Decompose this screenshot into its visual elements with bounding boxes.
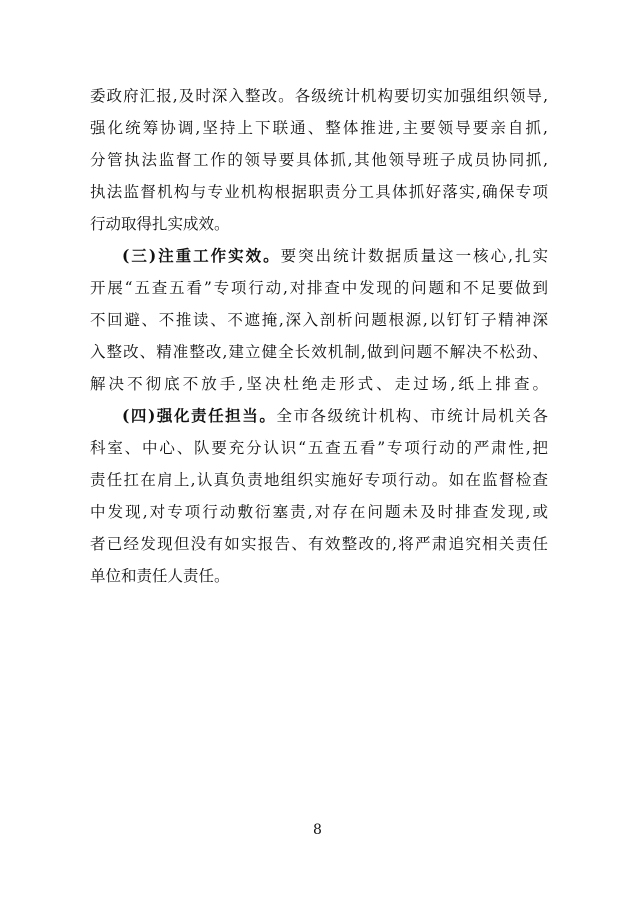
section-heading: (三)注重工作实效。 — [122, 246, 281, 265]
text-line: 强化统筹协调,坚持上下联通、整体推进,主要领导要亲自抓, — [90, 119, 548, 137]
paragraph-2 — [90, 240, 548, 400]
body-text — [90, 80, 548, 592]
paragraph-3 — [90, 400, 548, 592]
text-line: 委政府汇报,及时深入整改。各级统计机构要切实加强组织领导, — [90, 87, 548, 105]
text-line: 者已经发现但没有如实报告、有效整改的,将严肃追究相关责任 — [90, 535, 548, 553]
text-segment: 要突出统计数据质量这一核心,扎实 — [280, 247, 548, 265]
text-segment: 全市各级统计机构、市统计局机关各 — [276, 407, 548, 425]
text-line: 科室、中心、队要充分认识“五查五看”专项行动的严肃性,把 — [90, 439, 548, 457]
section-heading: (四)强化责任担当。 — [122, 406, 277, 425]
text-line: 中发现,对专项行动敷衍塞责,对存在问题未及时排查发现,或 — [90, 503, 548, 521]
text-line: 分管执法监督工作的领导要具体抓,其他领导班子成员协同抓, — [90, 151, 548, 169]
text-line: 执法监督机构与专业机构根据职责分工具体抓好落实,确保专项 — [90, 183, 548, 201]
text-line: 不回避、不推读、不遮掩,深入剖析问题根源,以钉钉子精神深 — [90, 311, 548, 329]
paragraph-1 — [90, 80, 548, 240]
page-number: 8 — [313, 822, 322, 838]
text-line: 单位和责任人责任。 — [90, 567, 230, 585]
text-line: 解决不彻底不放手,坚决杜绝走形式、走过场,纸上排查。 — [90, 375, 548, 393]
text-line: 责任扛在肩上,认真负责地组织实施好专项行动。如在监督检查 — [90, 471, 548, 489]
text-line — [90, 240, 548, 272]
text-line: 开展“五查五看”专项行动,对排查中发现的问题和不足要做到 — [90, 279, 548, 297]
text-line: 行动取得扎实成效。 — [90, 215, 230, 233]
text-line — [90, 400, 548, 432]
text-line: 入整改、精准整改,建立健全长效机制,做到问题不解决不松劲、 — [90, 343, 548, 361]
